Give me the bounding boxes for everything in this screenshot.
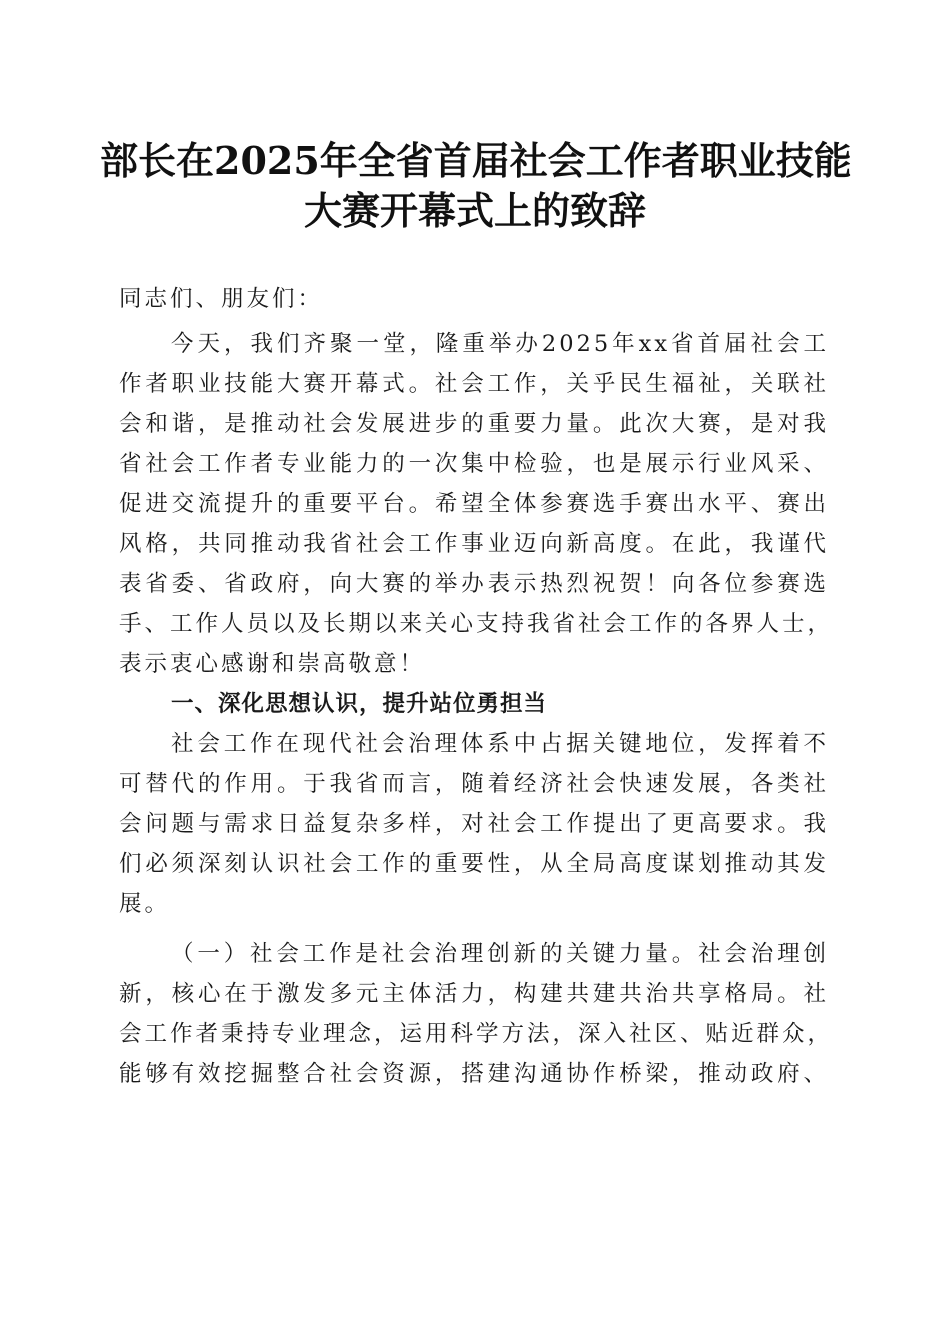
paragraph-line: 促进交流提升的重要平台。希望全体参赛选手赛出水平、赛出: [119, 491, 829, 517]
paragraph-line: 可替代的作用。于我省而言，随着经济社会快速发展，各类社: [119, 771, 829, 797]
paragraph-line: 社会工作在现代社会治理体系中占据关键地位，发挥着不: [171, 731, 829, 757]
paragraph-line: 省社会工作者专业能力的一次集中检验，也是展示行业风采、: [119, 451, 829, 477]
paragraph-line: 会问题与需求日益复杂多样，对社会工作提出了更高要求。我: [119, 811, 829, 837]
paragraph-line: 能够有效挖掘整合社会资源，搭建沟通协作桥梁，推动政府、: [119, 1061, 829, 1087]
salutation: 同志们、朋友们：: [119, 286, 324, 312]
document-title-line-1: 部长在2025年全省首届社会工作者职业技能: [100, 138, 852, 183]
section-heading: 一、深化思想认识，提升站位勇担当: [171, 691, 548, 717]
paragraph-line: 新，核心在于激发多元主体活力，构建共建共治共享格局。社: [119, 981, 829, 1007]
paragraph-line: 会和谐，是推动社会发展进步的重要力量。此次大赛，是对我: [119, 411, 829, 437]
paragraph-line: 们必须深刻认识社会工作的重要性，从全局高度谋划推动其发: [119, 851, 829, 877]
paragraph-line: 风格，共同推动我省社会工作事业迈向新高度。在此，我谨代: [119, 531, 829, 557]
paragraph-line: 表省委、省政府，向大赛的举办表示热烈祝贺！向各位参赛选: [119, 571, 829, 597]
paragraph-line: 展。: [119, 891, 171, 917]
paragraph-line: 表示衷心感谢和崇高敬意！: [119, 651, 426, 677]
paragraph-line: 手、工作人员以及长期以来关心支持我省社会工作的各界人士，: [119, 611, 834, 637]
paragraph-line: 今天，我们齐聚一堂，隆重举办2025年xx省首届社会工: [171, 331, 829, 357]
paragraph-line: （一）社会工作是社会治理创新的关键力量。社会治理创: [171, 941, 829, 967]
document-title-line-2: 大赛开幕式上的致辞: [303, 188, 646, 233]
paragraph-line: 作者职业技能大赛开幕式。社会工作，关乎民生福祉，关联社: [119, 371, 829, 397]
paragraph-line: 会工作者秉持专业理念，运用科学方法，深入社区、贴近群众，: [119, 1021, 834, 1047]
